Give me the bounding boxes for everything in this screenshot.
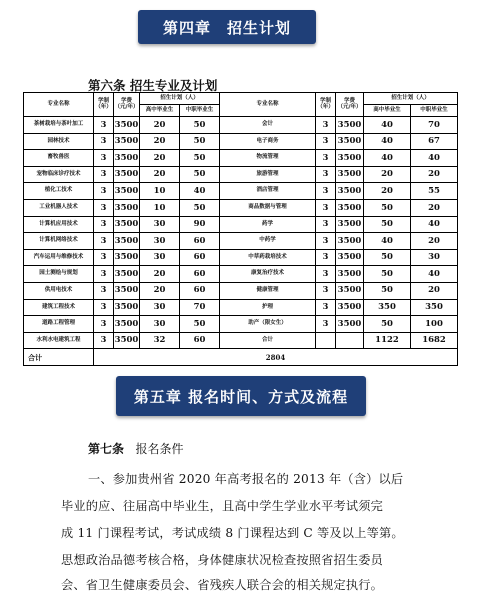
right-high-school-plan-cell: 50 [364, 282, 411, 299]
paragraph-line: 一、参加贵州省 2020 年高考报名的 2013 年（含）以后 [88, 472, 404, 486]
right-major-name-cell: 合计 [220, 332, 316, 349]
right-years-cell: 3 [316, 299, 336, 316]
right-major-name-cell: 助产（限女生） [220, 316, 316, 333]
right-high-school-plan-cell: 40 [364, 233, 411, 250]
left-major-name-cell: 建筑工程技术 [24, 299, 94, 316]
paragraph-line: 会、省卫生健康委员会、省残疾人联合会的相关规定执行。 [61, 578, 384, 592]
left-high-school-plan-cell: 20 [140, 150, 180, 167]
right-high-school-plan-cell: 350 [364, 299, 411, 316]
table-row [24, 216, 458, 233]
right-high-school-plan-cell: 20 [364, 183, 411, 200]
left-years-cell: 3 [94, 249, 114, 266]
left-major-name-cell: 水利水电建筑工程 [24, 332, 94, 349]
right-fee-cell: 3500 [336, 199, 364, 216]
article-7-heading [88, 440, 183, 457]
left-major-name-cell: 茶树栽培与茶叶加工 [24, 117, 94, 134]
left-vocational-plan-cell: 50 [180, 117, 220, 134]
left-high-school-plan-cell: 30 [140, 299, 180, 316]
right-fee-cell: 3500 [336, 299, 364, 316]
left-high-school-plan-cell: 10 [140, 199, 180, 216]
right-years-cell: 3 [316, 249, 336, 266]
right-fee-cell: 3500 [336, 117, 364, 134]
left-major-name-cell: 汽车运用与维修技术 [24, 249, 94, 266]
right-years-cell: 3 [316, 183, 336, 200]
total-value: 2804 [94, 349, 458, 366]
left-fee-cell: 3500 [114, 282, 140, 299]
right-fee-cell: 3500 [336, 316, 364, 333]
left-vocational-plan-cell: 50 [180, 166, 220, 183]
table-row [24, 299, 458, 316]
header-vocational-grads: 中职毕业生 [411, 105, 458, 117]
left-years-cell: 3 [94, 133, 114, 150]
table-row [24, 233, 458, 250]
right-vocational-plan-cell: 20 [411, 233, 458, 250]
right-vocational-plan-cell: 100 [411, 316, 458, 333]
left-vocational-plan-cell: 50 [180, 133, 220, 150]
header-fee: 学费 （元/年） [336, 93, 364, 117]
table-row [24, 183, 458, 200]
right-major-name-cell: 护理 [220, 299, 316, 316]
left-high-school-plan-cell: 30 [140, 249, 180, 266]
left-years-cell: 3 [94, 117, 114, 134]
right-fee-cell: 3500 [336, 150, 364, 167]
right-years-cell [316, 332, 336, 349]
right-fee-cell: 3500 [336, 183, 364, 200]
table-row [24, 133, 458, 150]
article-7-title: 报名条件 [135, 442, 184, 456]
left-fee-cell: 3500 [114, 316, 140, 333]
left-high-school-plan-cell: 32 [140, 332, 180, 349]
table-row [24, 150, 458, 167]
left-years-cell: 3 [94, 316, 114, 333]
right-vocational-plan-cell: 1682 [411, 332, 458, 349]
left-vocational-plan-cell: 60 [180, 282, 220, 299]
right-high-school-plan-cell: 50 [364, 249, 411, 266]
right-major-name-cell: 会计 [220, 117, 316, 134]
left-years-cell: 3 [94, 266, 114, 283]
right-vocational-plan-cell: 30 [411, 249, 458, 266]
left-major-name-cell: 计算机应用技术 [24, 216, 94, 233]
right-high-school-plan-cell: 50 [364, 266, 411, 283]
header-years: 学制 （年） [94, 93, 114, 117]
left-high-school-plan-cell: 20 [140, 133, 180, 150]
right-major-name-cell: 商品数据与管理 [220, 199, 316, 216]
right-years-cell: 3 [316, 266, 336, 283]
right-major-name-cell: 康复治疗技术 [220, 266, 316, 283]
right-years-cell: 3 [316, 316, 336, 333]
left-high-school-plan-cell: 20 [140, 117, 180, 134]
left-fee-cell: 3500 [114, 117, 140, 134]
left-fee-cell: 3500 [114, 332, 140, 349]
left-major-name-cell: 工业机器人技术 [24, 199, 94, 216]
table-row [24, 249, 458, 266]
left-vocational-plan-cell: 50 [180, 150, 220, 167]
left-years-cell: 3 [94, 299, 114, 316]
right-years-cell: 3 [316, 282, 336, 299]
right-major-name-cell: 中草药栽培技术 [220, 249, 316, 266]
left-fee-cell: 3500 [114, 133, 140, 150]
left-years-cell: 3 [94, 199, 114, 216]
left-years-cell: 3 [94, 183, 114, 200]
total-row [24, 349, 458, 366]
left-fee-cell: 3500 [114, 299, 140, 316]
left-high-school-plan-cell: 20 [140, 282, 180, 299]
right-high-school-plan-cell: 50 [364, 316, 411, 333]
right-fee-cell: 3500 [336, 282, 364, 299]
left-years-cell: 3 [94, 150, 114, 167]
table-row [24, 266, 458, 283]
right-vocational-plan-cell: 350 [411, 299, 458, 316]
right-years-cell: 3 [316, 166, 336, 183]
table-row [24, 117, 458, 134]
left-major-name-cell: 园土测绘与规划 [24, 266, 94, 283]
right-vocational-plan-cell: 67 [411, 133, 458, 150]
left-fee-cell: 3500 [114, 233, 140, 250]
right-fee-cell: 3500 [336, 216, 364, 233]
header-plan: 招生计划（人） [364, 93, 458, 105]
right-high-school-plan-cell: 1122 [364, 332, 411, 349]
right-vocational-plan-cell: 55 [411, 183, 458, 200]
left-major-name-cell: 畜牧兽医 [24, 150, 94, 167]
header-years: 学制 （年） [316, 93, 336, 117]
left-vocational-plan-cell: 50 [180, 316, 220, 333]
header-high-school-grads: 高中毕业生 [140, 105, 180, 117]
header-vocational-grads: 中职毕业生 [180, 105, 220, 117]
right-major-name-cell: 电子商务 [220, 133, 316, 150]
left-major-name-cell: 园林技术 [24, 133, 94, 150]
chapter-4-banner: 第四章 招生计划 [138, 10, 316, 44]
table-row [24, 166, 458, 183]
right-major-name-cell: 物流管理 [220, 150, 316, 167]
left-major-name-cell: 道路工程管理 [24, 316, 94, 333]
header-fee: 学费 （元/年） [114, 93, 140, 117]
left-high-school-plan-cell: 20 [140, 266, 180, 283]
right-major-name-cell: 酒店管理 [220, 183, 316, 200]
left-major-name-cell: 宠物临床诊疗技术 [24, 166, 94, 183]
right-vocational-plan-cell: 20 [411, 282, 458, 299]
header-plan: 招生计划（人） [140, 93, 220, 105]
left-fee-cell: 3500 [114, 183, 140, 200]
right-vocational-plan-cell: 20 [411, 166, 458, 183]
left-high-school-plan-cell: 30 [140, 316, 180, 333]
article-6-title: 第六条 招生专业及计划 [88, 78, 218, 93]
left-high-school-plan-cell: 30 [140, 233, 180, 250]
right-years-cell: 3 [316, 133, 336, 150]
paragraph-line: 毕业的应、往届高中毕业生，且高中学生学业水平考试须完 [61, 499, 384, 513]
left-vocational-plan-cell: 60 [180, 249, 220, 266]
right-major-name-cell: 中药学 [220, 233, 316, 250]
right-high-school-plan-cell: 40 [364, 150, 411, 167]
table-row [24, 316, 458, 333]
right-years-cell: 3 [316, 150, 336, 167]
left-years-cell: 3 [94, 332, 114, 349]
table-row [24, 199, 458, 216]
table-row [24, 332, 458, 349]
left-fee-cell: 3500 [114, 249, 140, 266]
left-fee-cell: 3500 [114, 266, 140, 283]
left-years-cell: 3 [94, 282, 114, 299]
left-vocational-plan-cell: 50 [180, 199, 220, 216]
left-vocational-plan-cell: 60 [180, 266, 220, 283]
enrollment-plan-table [23, 92, 458, 366]
table-row [24, 282, 458, 299]
right-fee-cell: 3500 [336, 233, 364, 250]
right-years-cell: 3 [316, 233, 336, 250]
right-vocational-plan-cell: 70 [411, 117, 458, 134]
right-major-name-cell: 健康管理 [220, 282, 316, 299]
left-fee-cell: 3500 [114, 166, 140, 183]
paragraph-line: 思想政治品德考核合格，身体健康状况检查按照省招生委员 [61, 553, 384, 567]
left-high-school-plan-cell: 30 [140, 216, 180, 233]
left-major-name-cell: 计算机网络技术 [24, 233, 94, 250]
left-fee-cell: 3500 [114, 216, 140, 233]
left-vocational-plan-cell: 40 [180, 183, 220, 200]
left-fee-cell: 3500 [114, 150, 140, 167]
left-major-name-cell: 植化工技术 [24, 183, 94, 200]
right-high-school-plan-cell: 20 [364, 166, 411, 183]
right-fee-cell: 3500 [336, 249, 364, 266]
right-major-name-cell: 旅游管理 [220, 166, 316, 183]
right-major-name-cell: 药学 [220, 216, 316, 233]
right-vocational-plan-cell: 20 [411, 199, 458, 216]
header-major: 专业名称 [24, 93, 94, 117]
right-years-cell: 3 [316, 117, 336, 134]
right-vocational-plan-cell: 40 [411, 216, 458, 233]
article-7-label: 第七条 [88, 442, 125, 456]
total-label: 合计 [24, 349, 94, 366]
right-high-school-plan-cell: 50 [364, 199, 411, 216]
header-major: 专业名称 [220, 93, 316, 117]
left-vocational-plan-cell: 60 [180, 332, 220, 349]
left-years-cell: 3 [94, 216, 114, 233]
left-vocational-plan-cell: 90 [180, 216, 220, 233]
right-fee-cell: 3500 [336, 166, 364, 183]
left-high-school-plan-cell: 10 [140, 183, 180, 200]
paragraph-line: 成 11 门课程考试，考试成绩 8 门课程达到 C 等及以上等第。 [61, 526, 404, 540]
right-vocational-plan-cell: 40 [411, 266, 458, 283]
right-high-school-plan-cell: 40 [364, 117, 411, 134]
left-major-name-cell: 供用电技术 [24, 282, 94, 299]
left-years-cell: 3 [94, 166, 114, 183]
right-years-cell: 3 [316, 216, 336, 233]
right-years-cell: 3 [316, 199, 336, 216]
left-fee-cell: 3500 [114, 199, 140, 216]
left-high-school-plan-cell: 20 [140, 166, 180, 183]
left-years-cell: 3 [94, 233, 114, 250]
chapter-5-banner: 第五章 报名时间、方式及流程 [116, 376, 366, 416]
right-high-school-plan-cell: 50 [364, 216, 411, 233]
left-vocational-plan-cell: 60 [180, 233, 220, 250]
left-vocational-plan-cell: 70 [180, 299, 220, 316]
right-fee-cell [336, 332, 364, 349]
right-vocational-plan-cell: 40 [411, 150, 458, 167]
right-high-school-plan-cell: 40 [364, 133, 411, 150]
header-high-school-grads: 高中毕业生 [364, 105, 411, 117]
right-fee-cell: 3500 [336, 266, 364, 283]
right-fee-cell: 3500 [336, 133, 364, 150]
